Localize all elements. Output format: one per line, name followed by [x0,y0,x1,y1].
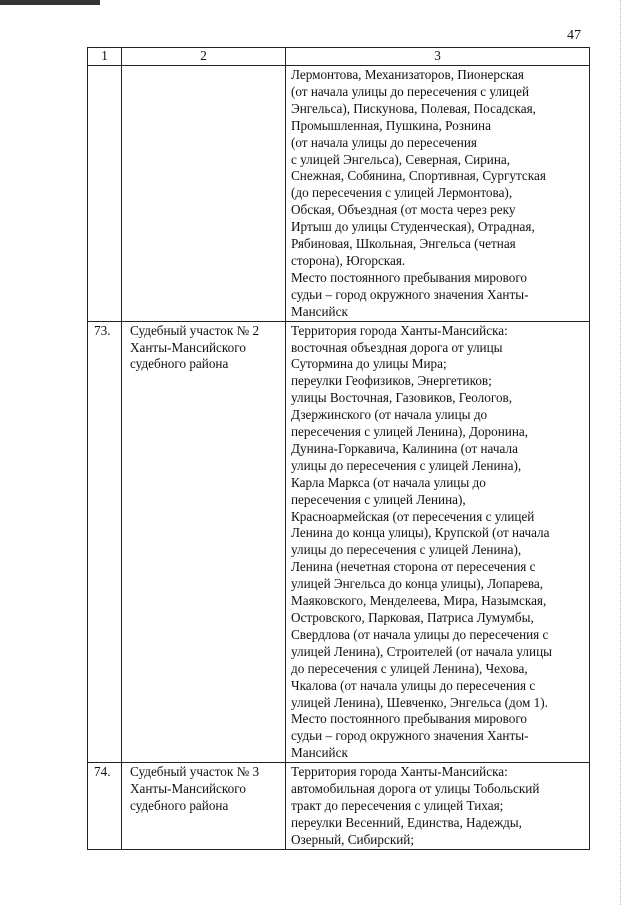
territory-text-line: Дзержинского (от начала улицы до [291,407,488,423]
territory-text-line: Озерный, Сибирский; [291,831,415,847]
territory-text-line: Мансийск [291,303,348,319]
territory-text-line: (от начала улицы до пересечения [291,134,477,150]
territory-text-line: Место постоянного пребывания мирового [291,269,528,285]
court-name-line: Ханты-Мансийского [130,781,246,797]
territory-text-line: Свердлова (от начала улицы до пересечения с [291,626,549,642]
territory-text-line: Территория города Ханты-Мансийска: [291,322,508,338]
territory-text-line: Маяковского, Менделеева, Мира, Назымская, [291,593,547,609]
territory-text-line: тракт до пересечения с улицей Тихая; [291,797,504,813]
scan-right-edge [620,0,622,905]
territory-cell [286,763,590,850]
table-row [88,66,590,322]
territory-text-line: сторона), Югорская. [291,252,406,268]
territory-text-line: Ленина до конца улицы), Крупской (от начала [291,525,550,541]
territory-text-line: Красноармейская (от пересечения с улицей [291,508,535,524]
row-number-cell [88,321,122,763]
row-number: 73. [94,322,111,338]
territory-text-line: Дунина-Горкавича, Калинина (от начала [291,440,518,456]
court-cell [122,66,286,322]
territory-text-line: улицей Ленина), Строителей (от начала улицы [291,643,552,659]
territory-text-line: Иртыш до улицы Студенческая), Отрадная, [291,219,535,235]
row-number-cell [88,763,122,850]
territory-text-line: восточная объездная дорога от улицы [291,339,503,355]
territory-text-line: автомобильная дорога от улицы Тобольский [291,781,540,797]
territory-text-line: Сутормина до улицы Мира; [291,356,447,372]
column-header-number: 1 [88,48,122,66]
court-name-line: Судебный участок № 2 [130,322,260,338]
page-number: 47 [567,28,581,43]
court-name-line: Судебный участок № 3 [130,764,260,780]
territory-text-line: с улицей Энгельса), Северная, Сирина, [291,151,511,167]
territory-text-line: до пересечения с улицей Ленина), Чехова, [291,660,528,676]
territory-text-line: Территория города Ханты-Мансийска: [291,764,508,780]
court-cell [122,321,286,763]
territory-text-line: судьи – город окружного значения Ханты- [291,728,529,744]
territory-text-line: Снежная, Собянина, Спортивная, Сургутская [291,168,546,184]
territory-text-line: улицы Восточная, Газовиков, Геологов, [291,390,513,406]
court-districts-table [87,47,590,850]
court-name-line: судебного района [130,797,229,813]
table-header-row [88,48,590,66]
territory-text-line: Промышленная, Пушкина, Рознина [291,117,491,133]
territory-cell [286,66,590,322]
territory-cell [286,321,590,763]
court-cell [122,763,286,850]
territory-text-line: Энгельса), Пискунова, Полевая, Посадская, [291,100,536,116]
territory-text-line: переулки Весенний, Единства, Надежды, [291,814,522,830]
table-row [88,321,590,763]
territory-text-line: Островского, Парковая, Патриса Лумумбы, [291,610,534,625]
territory-text-line: (до пересечения с улицей Лермонтова), [291,185,513,201]
territory-text-line: переулки Геофизиков, Энергетиков; [291,373,492,389]
territory-text-line: улицы до пересечения с улицей Ленина), [291,542,522,558]
territory-text-line: Лермонтова, Механизаторов, Пионерская [291,67,524,82]
territory-text-line: Место постоянного пребывания мирового [291,711,528,727]
row-number: 74. [94,764,111,780]
table-row [88,763,590,850]
row-number-cell [88,66,122,322]
territory-text-line: (от начала улицы до пересечения с улицей [291,83,530,99]
column-header-territory: 3 [286,48,590,66]
court-name-line: Ханты-Мансийского [130,339,246,355]
territory-text-line: Мансийск [291,745,348,761]
territory-text-line: улицы до пересечения с улицей Ленина), [291,457,522,473]
territory-text-line: Карла Маркса (от начала улицы до [291,474,486,490]
territory-text-line: Ленина (нечетная сторона от пересечения с [291,559,536,575]
territory-text-line: пересечения с улицей Ленина), Доронина, [291,424,529,440]
territory-text-line: судьи – город окружного значения Ханты- [291,286,529,302]
territory-text-line: Обская, Объездная (от моста через реку [291,202,516,218]
territory-text-line: пересечения с улицей Ленина), [291,491,466,507]
territory-text-line: улицей Ленина), Шевченко, Энгельса (дом 1). [291,694,548,710]
territory-text-line: Чкалова (от начала улицы до пересечения с [291,677,536,693]
territory-text-line: Рябиновая, Школьная, Энгельса (четная [291,236,516,252]
table-body [88,66,590,850]
column-header-court: 2 [122,48,286,66]
court-name-line: судебного района [130,356,229,372]
territory-text-line: улицей Энгельса до конца улицы), Лопарева, [291,576,544,592]
scan-edge-mark [0,0,100,5]
